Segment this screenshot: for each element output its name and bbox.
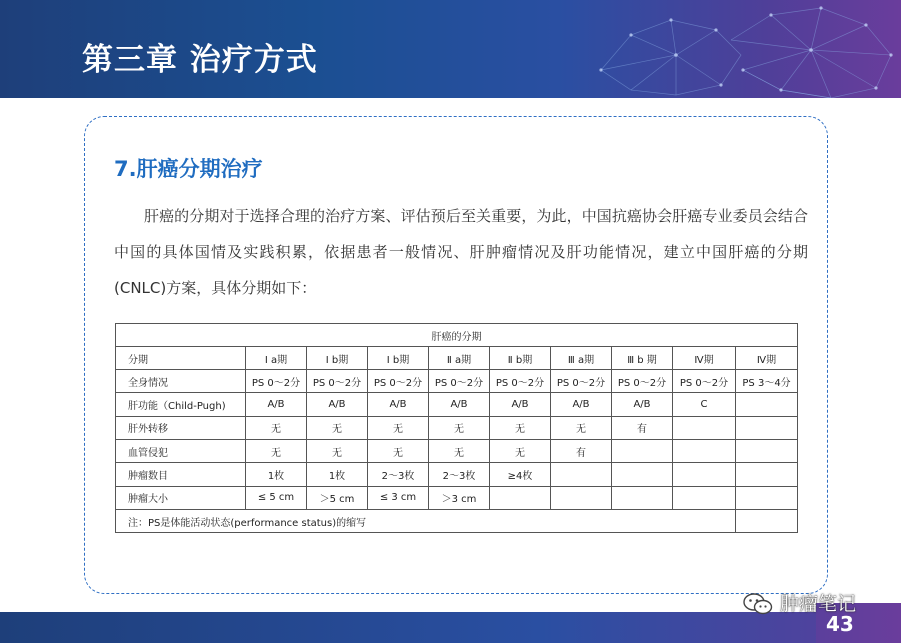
table-note: 注：PS是体能活动状态(performance status)的缩写 [116, 510, 736, 533]
table-cell: A/B [551, 393, 612, 416]
table-cell [673, 439, 736, 462]
table-header-cell: Ⅰ b期 [368, 347, 429, 370]
table-cell: 无 [307, 416, 368, 439]
watermark-text: 肿瘤笔记 [780, 593, 857, 615]
table-row [116, 370, 798, 393]
table-cell: ＞5 cm [307, 486, 368, 509]
table-cell [736, 510, 798, 533]
table-cell: 无 [246, 416, 307, 439]
table-cell: A/B [307, 393, 368, 416]
table-cell: 无 [429, 416, 490, 439]
body-paragraph: 肝癌的分期对于选择合理的治疗方案、评估预后至关重要，为此，中国抗癌协会肝癌专业委员会结合中国的具体国情及实践积累，依据患者一般情况、肝肿瘤情况及肝功能情况，建立中国肝癌的分期(CNLC)方案，具体分期如下： [114, 207, 808, 297]
table-header-cell: 分期 [116, 347, 246, 370]
table-cell [551, 463, 612, 486]
table-row [116, 393, 798, 416]
table-row [116, 416, 798, 439]
table-cell: PS 0～2分 [612, 370, 673, 393]
table-cell: 1枚 [307, 463, 368, 486]
page-number: 43 [826, 612, 854, 636]
table-header-cell: Ⅱ a期 [429, 347, 490, 370]
table-row [116, 463, 798, 486]
table-cell: 有 [612, 416, 673, 439]
table-cell [673, 416, 736, 439]
watermark [742, 589, 856, 619]
table-cell [490, 486, 551, 509]
table-body [116, 370, 798, 510]
table-cell [736, 486, 798, 509]
table-caption-row [116, 324, 798, 347]
table-cell: 2～3枚 [429, 463, 490, 486]
table-header-cell: Ⅳ期 [736, 347, 798, 370]
table-row-label: 血管侵犯 [116, 439, 246, 462]
table-row [116, 486, 798, 509]
table-header-cell: Ⅰ b期 [307, 347, 368, 370]
wechat-icon [742, 591, 774, 617]
table-cell [612, 486, 673, 509]
table-row-label: 肝外转移 [116, 416, 246, 439]
table-cell: PS 0～2分 [429, 370, 490, 393]
table-cell: 有 [551, 439, 612, 462]
table-cell: 2～3枚 [368, 463, 429, 486]
table-cell: A/B [368, 393, 429, 416]
table-cell [736, 416, 798, 439]
table-caption: 肝癌的分期 [116, 324, 798, 347]
table-cell: 无 [368, 416, 429, 439]
table-header-cell: Ⅲ b 期 [612, 347, 673, 370]
table-cell: PS 0～2分 [307, 370, 368, 393]
header-banner [0, 0, 901, 98]
table-cell: ＞3 cm [429, 486, 490, 509]
table-cell [551, 486, 612, 509]
table-header-cell: Ⅳ期 [673, 347, 736, 370]
table-cell: C [673, 393, 736, 416]
table-cell [736, 463, 798, 486]
table-cell: ≥4枚 [490, 463, 551, 486]
table-cell: PS 0～2分 [246, 370, 307, 393]
table-header-cell: Ⅰ a期 [246, 347, 307, 370]
chapter-title: 第三章 治疗方式 [82, 42, 318, 78]
table-cell: A/B [246, 393, 307, 416]
section-title: 7.肝癌分期治疗 [114, 157, 263, 181]
table-cell: 无 [551, 416, 612, 439]
table-row-label: 全身情况 [116, 370, 246, 393]
table-cell: 无 [490, 439, 551, 462]
table-cell: 1枚 [246, 463, 307, 486]
table-cell: ≤ 3 cm [368, 486, 429, 509]
table-cell: A/B [490, 393, 551, 416]
table-cell: PS 0～2分 [551, 370, 612, 393]
table-note-row [116, 510, 798, 533]
table-cell: PS 0～2分 [490, 370, 551, 393]
table-cell: A/B [429, 393, 490, 416]
table-header-row [116, 347, 798, 370]
table-row-label: 肝功能（Child-Pugh) [116, 393, 246, 416]
table-header-cell: Ⅲ a期 [551, 347, 612, 370]
table-cell: 无 [368, 439, 429, 462]
staging-table [115, 323, 798, 533]
table-cell [736, 393, 798, 416]
table-cell: 无 [429, 439, 490, 462]
table-cell: A/B [612, 393, 673, 416]
table-row [116, 439, 798, 462]
table-cell [736, 439, 798, 462]
table-cell [612, 463, 673, 486]
table-header-cell: Ⅱ b期 [490, 347, 551, 370]
table-cell: 无 [490, 416, 551, 439]
table-row-label: 肿瘤大小 [116, 486, 246, 509]
table-row-label: 肿瘤数目 [116, 463, 246, 486]
table-cell [673, 486, 736, 509]
table-cell: ≤ 5 cm [246, 486, 307, 509]
table-cell: 无 [246, 439, 307, 462]
network-sphere-graphic [481, 0, 901, 98]
table-cell: PS 0～2分 [368, 370, 429, 393]
table-cell: 无 [307, 439, 368, 462]
table-cell: PS 0～2分 [673, 370, 736, 393]
table-cell [673, 463, 736, 486]
table-cell [612, 439, 673, 462]
table-cell: PS 3～4分 [736, 370, 798, 393]
